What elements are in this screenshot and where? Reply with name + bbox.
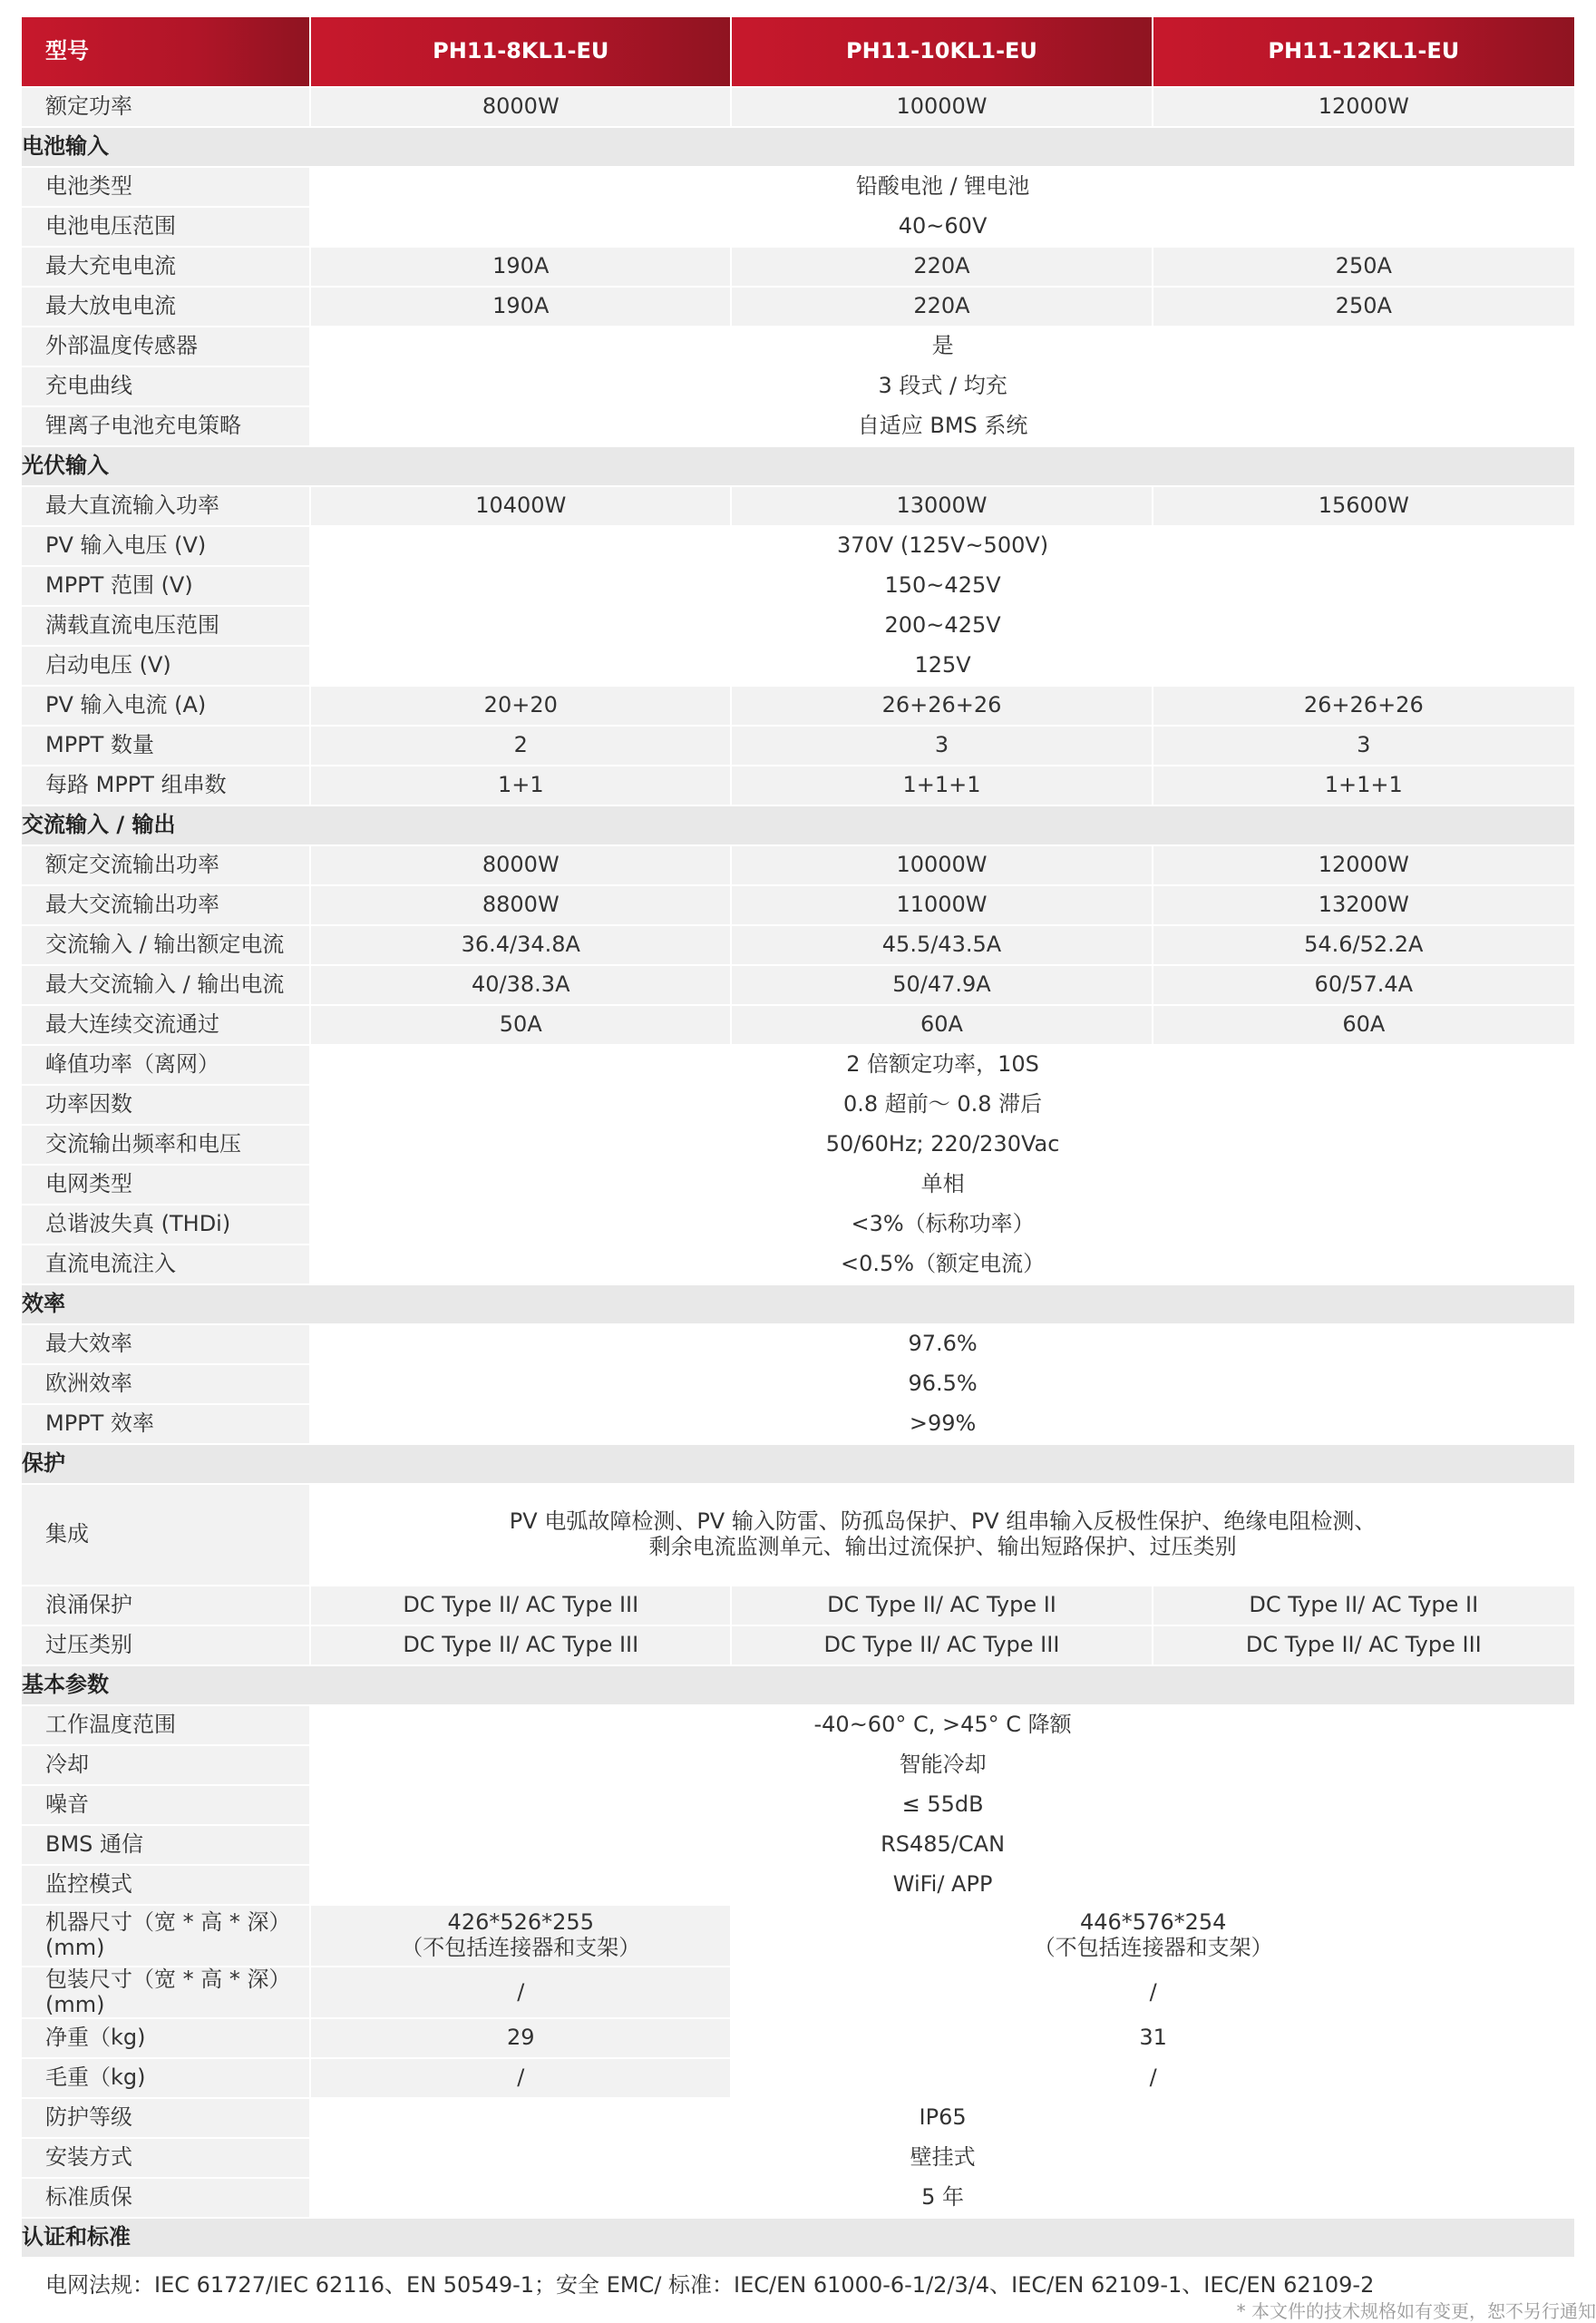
spec-value-all-models: 5 年	[310, 2178, 1574, 2218]
spec-value: 26+26+26	[731, 686, 1152, 726]
spec-value-line: PV 电弧故障检测、PV 输入防雷、防孤岛保护、PV 组串输入反极性保护、绝缘电阻检测、	[509, 1508, 1377, 1535]
spec-value: 190A	[310, 247, 731, 287]
spec-value: 13000W	[731, 486, 1152, 526]
spec-label: 工作温度范围	[22, 1705, 310, 1745]
spec-row	[22, 1967, 1574, 2018]
spec-value-all-models: 智能冷却	[310, 1745, 1574, 1785]
spec-value: 11000W	[731, 885, 1152, 925]
spec-label: 最大连续交流通过	[22, 1005, 310, 1045]
spec-value: 45.5/43.5A	[731, 925, 1152, 965]
spec-value-line: 剩余电流监测单元、输出过流保护、输出短路保护、过压类别	[648, 1534, 1237, 1559]
spec-row	[22, 1484, 1574, 1586]
spec-label: 直流电流注入	[22, 1244, 310, 1284]
spec-label: 过压类别	[22, 1625, 310, 1665]
model-header-label: 型号	[22, 17, 310, 87]
spec-value: 10400W	[310, 486, 731, 526]
spec-value: 8000W	[310, 845, 731, 885]
spec-value-all-models: 壁挂式	[310, 2138, 1574, 2178]
spec-row	[22, 606, 1574, 646]
spec-value: DC Type II/ AC Type III	[731, 1625, 1152, 1665]
model-header-10kl1: PH11-10KL1-EU	[731, 17, 1152, 87]
spec-row	[22, 1244, 1574, 1284]
spec-row	[22, 1165, 1574, 1205]
spec-value: 8000W	[310, 87, 731, 127]
spec-label: 毛重（kg)	[22, 2058, 310, 2098]
section-title: 基本参数	[22, 1665, 1574, 1705]
spec-value: DC Type II/ AC Type III	[310, 1586, 731, 1625]
spec-row	[22, 885, 1574, 925]
spec-value-all-models: 97.6%	[310, 1324, 1574, 1364]
spec-value-all-models	[310, 1484, 1574, 1586]
spec-label: 最大放电电流	[22, 287, 310, 327]
spec-row	[22, 486, 1574, 526]
spec-value: 50A	[310, 1005, 731, 1045]
spec-value-all-models: 单相	[310, 1165, 1574, 1205]
spec-row	[22, 2098, 1574, 2138]
spec-row	[22, 327, 1574, 366]
spec-value-8kl1	[310, 1905, 731, 1967]
spec-value-all-models: 自适应 BMS 系统	[310, 406, 1574, 446]
spec-row	[22, 766, 1574, 805]
spec-row	[22, 1205, 1574, 1244]
spec-row	[22, 1825, 1574, 1865]
spec-value-all-models: 是	[310, 327, 1574, 366]
spec-row	[22, 2058, 1574, 2098]
spec-label: 充电曲线	[22, 366, 310, 406]
spec-label: 包装尺寸（宽 * 高 * 深） (mm)	[22, 1967, 310, 2018]
section-header	[22, 1665, 1574, 1705]
spec-value-all-models: 铅酸电池 / 锂电池	[310, 167, 1574, 207]
section-header	[22, 1444, 1574, 1484]
spec-value-all-models: 200~425V	[310, 606, 1574, 646]
spec-value: 54.6/52.2A	[1153, 925, 1574, 965]
spec-value: 250A	[1153, 287, 1574, 327]
section-title: 交流输入 / 输出	[22, 805, 1574, 845]
spec-row	[22, 845, 1574, 885]
spec-label: 满载直流电压范围	[22, 606, 310, 646]
spec-label: 交流输出频率和电压	[22, 1125, 310, 1165]
spec-row	[22, 1125, 1574, 1165]
spec-label: 电网类型	[22, 1165, 310, 1205]
spec-value: 36.4/34.8A	[310, 925, 731, 965]
spec-label: 功率因数	[22, 1085, 310, 1125]
spec-value-all-models: <0.5%（额定电流）	[310, 1244, 1574, 1284]
spec-value-all-models: >99%	[310, 1404, 1574, 1444]
spec-value-8kl1: /	[310, 2058, 731, 2098]
spec-value: 10000W	[731, 87, 1152, 127]
spec-value: 12000W	[1153, 87, 1574, 127]
section-header	[22, 2218, 1574, 2257]
spec-row	[22, 366, 1574, 406]
spec-label: BMS 通信	[22, 1825, 310, 1865]
spec-value-all-models: ≤ 55dB	[310, 1785, 1574, 1825]
spec-label: 最大充电电流	[22, 247, 310, 287]
header-row	[22, 17, 1574, 87]
spec-label: 电池类型	[22, 167, 310, 207]
spec-value: 60A	[1153, 1005, 1574, 1045]
spec-value-all-models: 0.8 超前～ 0.8 滞后	[310, 1085, 1574, 1125]
spec-value: DC Type II/ AC Type III	[310, 1625, 731, 1665]
spec-row	[22, 2178, 1574, 2218]
section-header	[22, 446, 1574, 486]
spec-value: 220A	[731, 247, 1152, 287]
spec-row	[22, 1705, 1574, 1745]
spec-value-all-models: 50/60Hz; 220/230Vac	[310, 1125, 1574, 1165]
spec-label: 集成	[22, 1484, 310, 1586]
spec-row	[22, 646, 1574, 686]
section-header	[22, 805, 1574, 845]
spec-label: 欧洲效率	[22, 1364, 310, 1404]
spec-row	[22, 965, 1574, 1005]
spec-value-line: （不包括连接器和支架）	[1033, 1935, 1273, 1960]
spec-value-all-models: IP65	[310, 2098, 1574, 2138]
section-title: 效率	[22, 1284, 1574, 1324]
spec-label: PV 输入电压 (V)	[22, 526, 310, 566]
spec-value: 60A	[731, 1005, 1152, 1045]
spec-value-all-models: RS485/CAN	[310, 1825, 1574, 1865]
section-title: 电池输入	[22, 127, 1574, 167]
spec-label: PV 输入电流 (A)	[22, 686, 310, 726]
spec-value: 40/38.3A	[310, 965, 731, 1005]
spec-value: 3	[1153, 726, 1574, 766]
spec-value: 20+20	[310, 686, 731, 726]
spec-value-line: 446*576*254	[1079, 1909, 1227, 1936]
spec-row	[22, 1005, 1574, 1045]
model-header-12kl1: PH11-12KL1-EU	[1153, 17, 1574, 87]
spec-value: DC Type II/ AC Type II	[731, 1586, 1152, 1625]
spec-value-10-12kl1: 31	[731, 2018, 1574, 2058]
spec-row	[22, 925, 1574, 965]
spec-row	[22, 1905, 1574, 1967]
spec-value: DC Type II/ AC Type III	[1153, 1625, 1574, 1665]
spec-value: 8800W	[310, 885, 731, 925]
spec-row	[22, 1404, 1574, 1444]
spec-value: 50/47.9A	[731, 965, 1152, 1005]
section-header	[22, 1284, 1574, 1324]
model-header-8kl1: PH11-8KL1-EU	[310, 17, 731, 87]
spec-value-10-12kl1	[731, 1905, 1574, 1967]
section-title: 保护	[22, 1444, 1574, 1484]
spec-label: 防护等级	[22, 2098, 310, 2138]
spec-value: 2	[310, 726, 731, 766]
spec-value-all-models: 125V	[310, 646, 1574, 686]
spec-value-all-models: 40~60V	[310, 207, 1574, 247]
spec-row	[22, 287, 1574, 327]
spec-row	[22, 247, 1574, 287]
spec-value-all-models: 150~425V	[310, 566, 1574, 606]
spec-value: 12000W	[1153, 845, 1574, 885]
spec-value: 3	[731, 726, 1152, 766]
spec-label: 最大交流输入 / 输出电流	[22, 965, 310, 1005]
spec-row	[22, 1364, 1574, 1404]
spec-table	[22, 17, 1574, 2257]
spec-row	[22, 1324, 1574, 1364]
spec-label: 峰值功率（离网）	[22, 1045, 310, 1085]
spec-label: 每路 MPPT 组串数	[22, 766, 310, 805]
spec-row	[22, 406, 1574, 446]
spec-value-all-models: 2 倍额定功率，10S	[310, 1045, 1574, 1085]
spec-row	[22, 1785, 1574, 1825]
spec-label: 最大交流输出功率	[22, 885, 310, 925]
spec-value: 10000W	[731, 845, 1152, 885]
spec-row	[22, 2138, 1574, 2178]
spec-value: 190A	[310, 287, 731, 327]
spec-row	[22, 1745, 1574, 1785]
spec-value-line: （不包括连接器和支架）	[401, 1935, 641, 1960]
spec-value-all-models: 96.5%	[310, 1364, 1574, 1404]
spec-value-8kl1: 29	[310, 2018, 731, 2058]
spec-row	[22, 1586, 1574, 1625]
spec-value-line: 426*526*255	[447, 1909, 594, 1936]
spec-value: 60/57.4A	[1153, 965, 1574, 1005]
spec-label: MPPT 效率	[22, 1404, 310, 1444]
spec-label: 噪音	[22, 1785, 310, 1825]
spec-label: 最大效率	[22, 1324, 310, 1364]
spec-value-all-models: 3 段式 / 均充	[310, 366, 1574, 406]
spec-value: 1+1	[310, 766, 731, 805]
spec-label: 启动电压 (V)	[22, 646, 310, 686]
spec-row	[22, 686, 1574, 726]
spec-value: 26+26+26	[1153, 686, 1574, 726]
spec-label: 冷却	[22, 1745, 310, 1785]
spec-label: 净重（kg)	[22, 2018, 310, 2058]
spec-row	[22, 1085, 1574, 1125]
spec-row	[22, 2018, 1574, 2058]
spec-value: 13200W	[1153, 885, 1574, 925]
section-title: 认证和标准	[22, 2218, 1574, 2257]
spec-value-all-models: <3%（标称功率）	[310, 1205, 1574, 1244]
spec-row	[22, 87, 1574, 127]
spec-label: 额定功率	[22, 87, 310, 127]
spec-label: 最大直流输入功率	[22, 486, 310, 526]
spec-label: 外部温度传感器	[22, 327, 310, 366]
spec-label: 机器尺寸（宽 * 高 * 深） (mm)	[22, 1905, 310, 1967]
footnote: * 本文件的技术规格如有变更，恕不另行通知	[1236, 2300, 1596, 2322]
spec-label: 额定交流输出功率	[22, 845, 310, 885]
spec-row	[22, 207, 1574, 247]
section-title: 光伏输入	[22, 446, 1574, 486]
spec-value-10-12kl1: /	[731, 1967, 1574, 2018]
spec-value: DC Type II/ AC Type II	[1153, 1586, 1574, 1625]
spec-row	[22, 526, 1574, 566]
certification-text: 电网法规：IEC 61727/IEC 62116、EN 50549-1；安全 EMC/ 标准：IEC/EN 61000-6-1/2/3/4、IEC/EN 62109-1、IEC/EN 62109-2	[45, 2272, 1375, 2298]
section-header	[22, 127, 1574, 167]
spec-value: 250A	[1153, 247, 1574, 287]
spec-value-all-models: 370V (125V~500V)	[310, 526, 1574, 566]
spec-label: 交流输入 / 输出额定电流	[22, 925, 310, 965]
spec-label: 监控模式	[22, 1865, 310, 1905]
spec-value: 220A	[731, 287, 1152, 327]
spec-label: MPPT 范围 (V)	[22, 566, 310, 606]
spec-label: 锂离子电池充电策略	[22, 406, 310, 446]
spec-value-all-models: -40~60° C, >45° C 降额	[310, 1705, 1574, 1745]
spec-label: 浪涌保护	[22, 1586, 310, 1625]
spec-value-8kl1: /	[310, 1967, 731, 2018]
spec-row	[22, 167, 1574, 207]
spec-label: 标准质保	[22, 2178, 310, 2218]
spec-row	[22, 726, 1574, 766]
spec-value-10-12kl1: /	[731, 2058, 1574, 2098]
spec-value: 15600W	[1153, 486, 1574, 526]
spec-row	[22, 1865, 1574, 1905]
spec-label: 总谐波失真 (THDi)	[22, 1205, 310, 1244]
spec-label: 安装方式	[22, 2138, 310, 2178]
spec-label: 电池电压范围	[22, 207, 310, 247]
spec-label: MPPT 数量	[22, 726, 310, 766]
spec-row	[22, 1625, 1574, 1665]
spec-value-all-models: WiFi/ APP	[310, 1865, 1574, 1905]
spec-row	[22, 1045, 1574, 1085]
spec-row	[22, 566, 1574, 606]
spec-value: 1+1+1	[731, 766, 1152, 805]
spec-value: 1+1+1	[1153, 766, 1574, 805]
